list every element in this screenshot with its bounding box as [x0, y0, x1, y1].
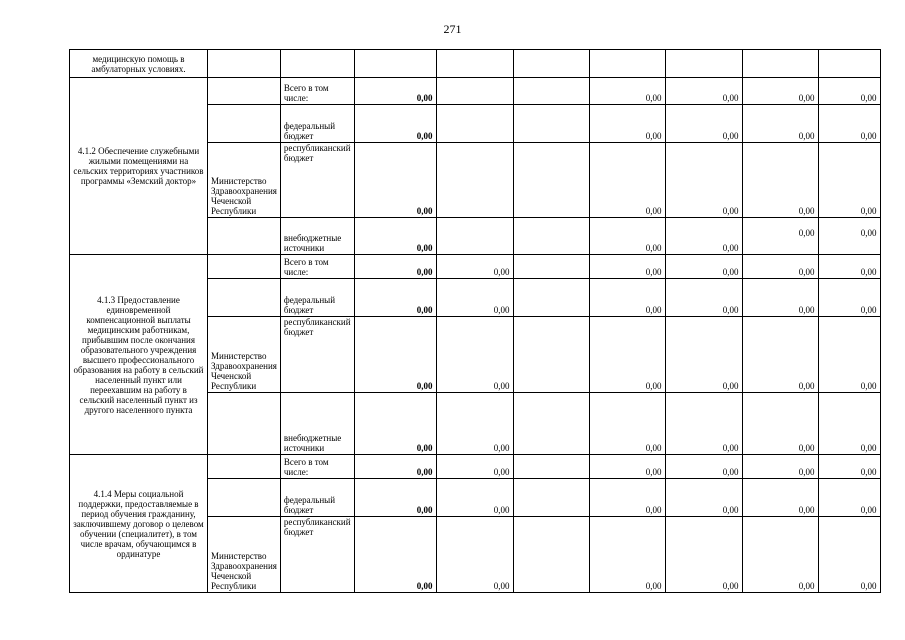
value-cell: 0,00	[742, 255, 818, 279]
empty-cell	[436, 50, 513, 78]
value-cell: 0,00	[742, 517, 818, 593]
total-value-cell: 0,00	[354, 479, 436, 517]
table-row	[70, 255, 881, 279]
value-cell	[513, 479, 589, 517]
total-value-cell: 0,00	[354, 143, 436, 218]
value-cell: 0,00	[665, 143, 742, 218]
total-value-cell: 0,00	[354, 317, 436, 393]
total-value-cell: 0,00	[354, 105, 436, 143]
value-cell: 0,00	[818, 218, 880, 255]
value-cell: 0,00	[742, 218, 818, 255]
value-cell: 0,00	[818, 143, 880, 218]
value-cell: 0,00	[436, 479, 513, 517]
value-cell: 0,00	[742, 143, 818, 218]
empty-cell	[208, 105, 281, 143]
value-cell	[513, 218, 589, 255]
funding-source-cell: республиканский бюджет	[280, 143, 354, 218]
table-row	[70, 78, 881, 105]
value-cell	[436, 78, 513, 105]
funding-source-cell: республиканский бюджет	[280, 517, 354, 593]
value-cell	[513, 317, 589, 393]
value-cell: 0,00	[665, 279, 742, 317]
measure-name-cell: медицинскую помощь в амбулаторных условиях.	[70, 50, 208, 78]
executor-cell: Министерство Здравоохранения Чеченской Республики	[208, 143, 281, 218]
value-cell: 0,00	[589, 517, 665, 593]
value-cell: 0,00	[436, 279, 513, 317]
value-cell: 0,00	[436, 317, 513, 393]
total-value-cell: 0,00	[354, 279, 436, 317]
table-row	[70, 455, 881, 479]
value-cell: 0,00	[742, 317, 818, 393]
budget-table	[69, 49, 881, 593]
table-row-continued	[70, 50, 881, 78]
value-cell: 0,00	[665, 455, 742, 479]
value-cell	[436, 143, 513, 218]
value-cell: 0,00	[818, 479, 880, 517]
value-cell: 0,00	[589, 143, 665, 218]
value-cell	[513, 455, 589, 479]
empty-cell	[208, 255, 281, 279]
value-cell: 0,00	[818, 317, 880, 393]
measure-name-cell: 4.1.4 Меры социальной поддержки, предоставляемые в период обучения гражданину, заключившему договор о целевом обучении (специалитет), в том числе врачам, обучающимся в ординатуре	[70, 455, 208, 593]
value-cell: 0,00	[818, 255, 880, 279]
value-cell: 0,00	[665, 317, 742, 393]
value-cell: 0,00	[665, 479, 742, 517]
measure-name-cell: 4.1.3 Предоставление единовременной компенсационной выплаты медицинским работникам, прибывшим после окончания образовательного учреждения высшего профессионального образования на работу в сельский населенный пункт или переехавшим на работу в сельский населенный пункт из другого населенного пункта	[70, 255, 208, 455]
value-cell: 0,00	[436, 255, 513, 279]
value-cell: 0,00	[436, 393, 513, 455]
funding-source-cell: федеральный бюджет	[280, 105, 354, 143]
value-cell: 0,00	[589, 105, 665, 143]
value-cell: 0,00	[818, 455, 880, 479]
empty-cell	[742, 50, 818, 78]
value-cell	[436, 105, 513, 143]
empty-cell	[208, 393, 281, 455]
value-cell	[513, 143, 589, 218]
funding-source-cell: республиканский бюджет	[280, 317, 354, 393]
empty-cell	[280, 50, 354, 78]
value-cell: 0,00	[589, 393, 665, 455]
value-cell	[513, 255, 589, 279]
empty-cell	[208, 78, 281, 105]
value-cell: 0,00	[742, 279, 818, 317]
value-cell: 0,00	[589, 479, 665, 517]
value-cell: 0,00	[665, 393, 742, 455]
empty-cell	[513, 50, 589, 78]
total-value-cell: 0,00	[354, 78, 436, 105]
value-cell: 0,00	[436, 517, 513, 593]
value-cell: 0,00	[589, 255, 665, 279]
executor-cell: Министерство Здравоохранения Чеченской Республики	[208, 517, 281, 593]
empty-cell	[208, 479, 281, 517]
measure-name-cell: 4.1.2 Обеспечение служебными жилыми помещениями на сельских территориях участников программы «Земский доктор»	[70, 78, 208, 255]
total-value-cell: 0,00	[354, 517, 436, 593]
value-cell	[513, 105, 589, 143]
value-cell: 0,00	[589, 279, 665, 317]
value-cell: 0,00	[742, 455, 818, 479]
value-cell: 0,00	[589, 218, 665, 255]
empty-cell	[208, 50, 281, 78]
funding-source-cell: Всего в том числе:	[280, 255, 354, 279]
value-cell	[513, 517, 589, 593]
empty-cell	[208, 218, 281, 255]
value-cell	[513, 393, 589, 455]
value-cell: 0,00	[436, 455, 513, 479]
value-cell: 0,00	[665, 218, 742, 255]
value-cell	[513, 279, 589, 317]
value-cell: 0,00	[818, 393, 880, 455]
total-value-cell: 0,00	[354, 255, 436, 279]
value-cell: 0,00	[665, 517, 742, 593]
table-body	[70, 50, 881, 593]
empty-cell	[354, 50, 436, 78]
funding-source-cell: федеральный бюджет	[280, 479, 354, 517]
funding-source-cell: внебюджетные источники	[280, 393, 354, 455]
total-value-cell: 0,00	[354, 455, 436, 479]
value-cell: 0,00	[665, 78, 742, 105]
value-cell: 0,00	[742, 105, 818, 143]
value-cell: 0,00	[742, 393, 818, 455]
executor-cell: Министерство Здравоохранения Чеченской Республики	[208, 317, 281, 393]
total-value-cell: 0,00	[354, 393, 436, 455]
empty-cell	[208, 279, 281, 317]
value-cell: 0,00	[742, 479, 818, 517]
page-number: 271	[443, 22, 462, 36]
value-cell: 0,00	[665, 255, 742, 279]
value-cell: 0,00	[589, 78, 665, 105]
funding-source-cell: федеральный бюджет	[280, 279, 354, 317]
value-cell: 0,00	[818, 517, 880, 593]
value-cell: 0,00	[665, 105, 742, 143]
value-cell: 0,00	[742, 78, 818, 105]
funding-source-cell: Всего в том числе:	[280, 78, 354, 105]
value-cell: 0,00	[818, 78, 880, 105]
value-cell: 0,00	[589, 317, 665, 393]
funding-source-cell: Всего в том числе:	[280, 455, 354, 479]
value-cell	[513, 78, 589, 105]
empty-cell	[589, 50, 665, 78]
total-value-cell: 0,00	[354, 218, 436, 255]
empty-cell	[665, 50, 742, 78]
value-cell: 0,00	[818, 279, 880, 317]
value-cell: 0,00	[589, 455, 665, 479]
value-cell: 0,00	[818, 105, 880, 143]
empty-cell	[818, 50, 880, 78]
funding-source-cell: внебюджетные источники	[280, 218, 354, 255]
empty-cell	[208, 455, 281, 479]
value-cell	[436, 218, 513, 255]
